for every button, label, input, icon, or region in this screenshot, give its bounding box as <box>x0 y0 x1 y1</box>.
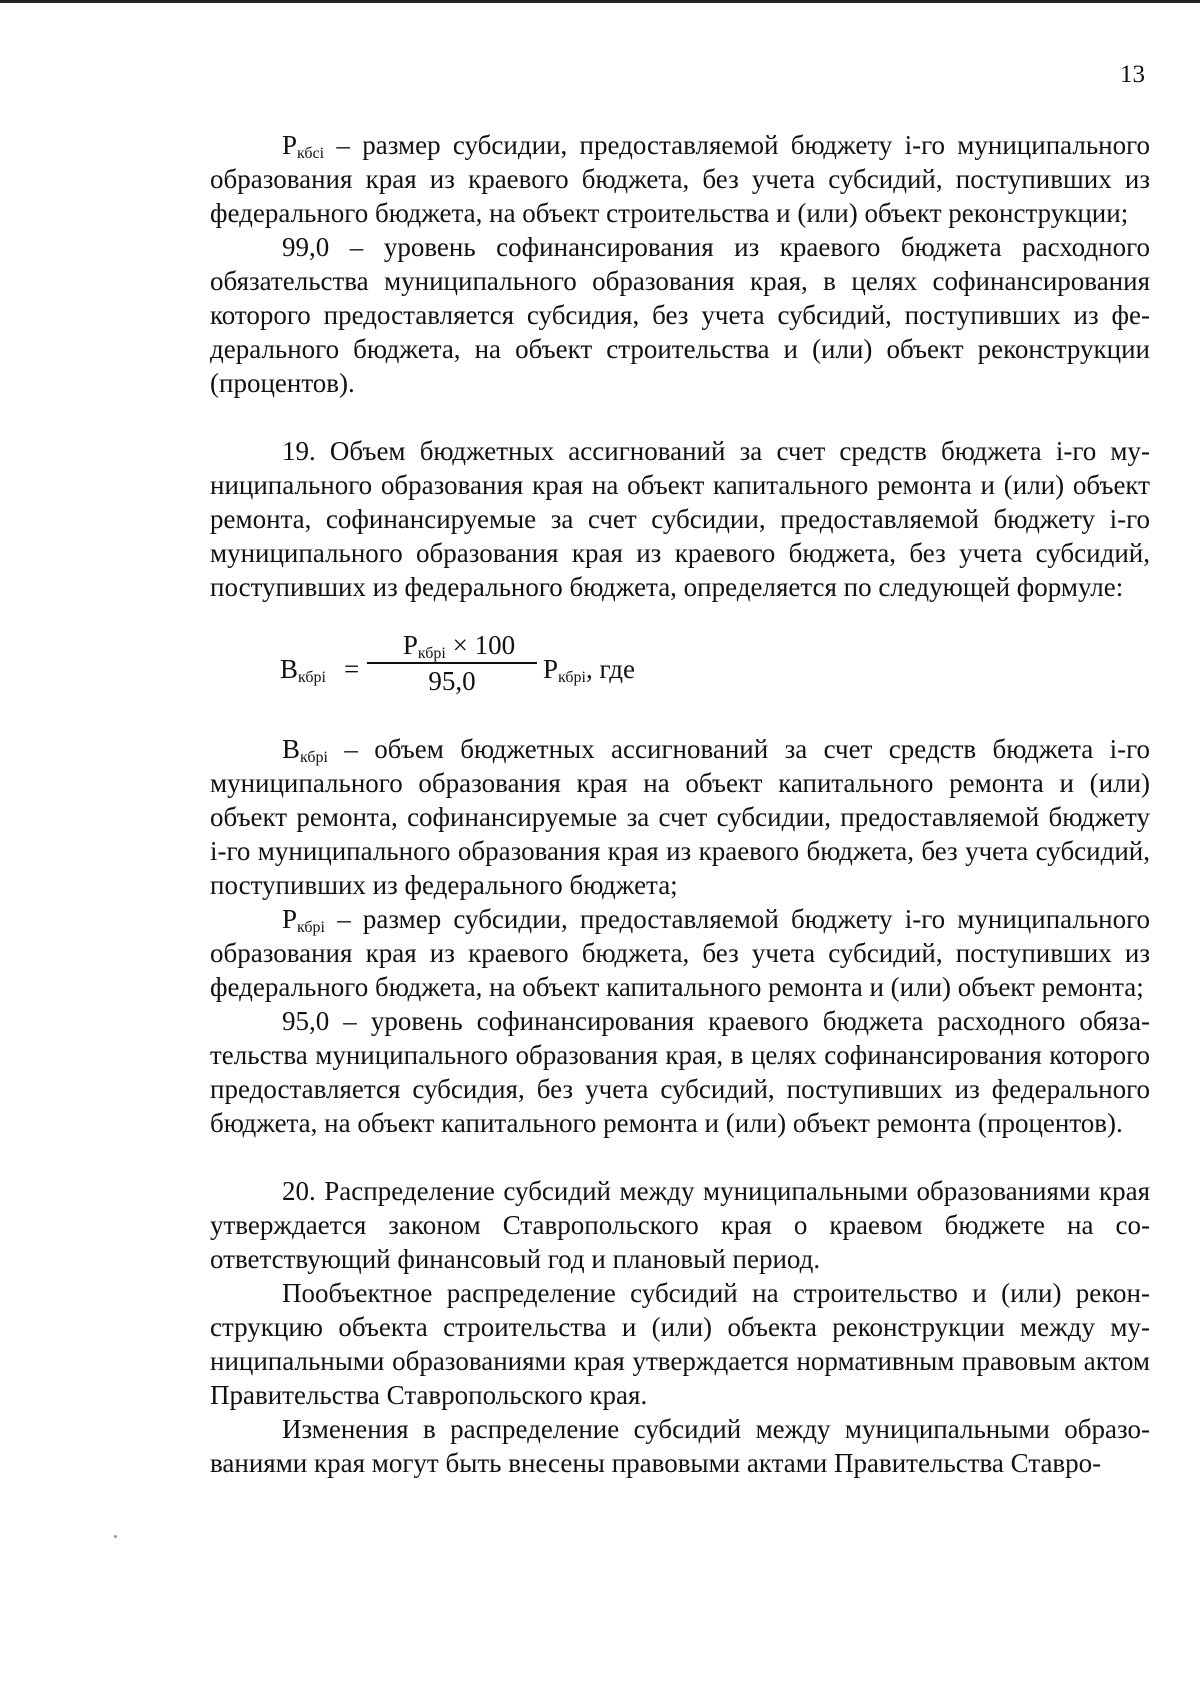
formula-rhs-subscript: кбрi <box>558 669 586 686</box>
paragraph-definition-vkbri <box>210 732 1150 902</box>
formula-numerator-rest: × 100 <box>445 630 516 660</box>
formula-lhs-subscript: кбрi <box>298 669 326 686</box>
paragraph-definition-rkbsi <box>210 128 1150 230</box>
symbol: Р <box>282 130 298 160</box>
formula <box>210 630 1150 716</box>
symbol-subscript: кбрi <box>297 919 325 936</box>
formula-numerator <box>367 630 537 660</box>
paragraph-definition-rkbri <box>210 902 1150 1004</box>
formula-lhs-symbol: В <box>280 654 299 684</box>
formula-equals: = <box>344 654 360 684</box>
definition-text: – размер субсидии, предоставляемой бюджету i-го муниципального образования края из краевого бюджета, без учета субсидий, поступивших из федерального бюджета, на объект капитального ремонта и (или) объект ремонта; <box>210 904 1150 1002</box>
document-body <box>210 128 1150 1480</box>
formula-fraction <box>367 630 537 698</box>
paragraph-clause-19: 19. Объем бюджетных ассигнований за счет средств бюджета i-го муниципального образования края на объект капитального ремонта и (или) объект ремонта, софинансируемые за счет субсидии, предоставляемой бюджету i-го муниципального образования края из краевого бюджета, без учета субсидий, поступивших из федерального бюджета, определяется по следующей формуле: <box>210 436 1150 602</box>
formula-numerator-subscript: кбрi <box>417 645 446 662</box>
symbol-subscript: кбрi <box>300 749 328 766</box>
symbol: Р <box>282 904 298 934</box>
paragraph-changes: Изменения в распределение субсидий между муниципальными образованиями края могут быть внесены правовыми актами Правительства Ставро- <box>210 1414 1150 1478</box>
top-border-line <box>0 0 1200 3</box>
formula-rhs <box>543 652 635 686</box>
formula-rhs-rest: , где <box>586 654 635 684</box>
formula-denominator: 95,0 <box>428 665 476 696</box>
symbol: В <box>282 734 301 764</box>
page-number: 13 <box>1120 61 1145 88</box>
symbol-subscript: кбсi <box>297 145 325 162</box>
definition-text: – объем бюджетных ассигнований за счет средств бюджета i-го муниципального образования края на объект капитального ремонта и (или) объект ремонта, софинансируемые за счет субсидии, предоставляемой бюджету i-го муниципального образования края из краевого бюджета, без учета субсидий, поступивших из федерального бюджета; <box>210 734 1150 900</box>
paragraph-definition-95: 95,0 – уровень софинансирования краевого бюджета расходного обязательства муниципального образования края, в целях софинансирования которого предоставляется субсидия, без учета субсидий, поступивших из федерального бюджета, на объект капитального ремонта и (или) объект ремонта (процентов). <box>210 1006 1150 1138</box>
paragraph-clause-20: 20. Распределение субсидий между муниципальными образованиями края утверждается законом Ставропольского края о краевом бюджете на соответствующий финансовый год и плановый период. <box>210 1176 1150 1274</box>
scan-artifact <box>114 1535 117 1538</box>
formula-numerator-symbol: Р <box>402 630 418 660</box>
paragraph-object-distribution: Пообъектное распределение субсидий на строительство и (или) реконструкцию объекта строительства и (или) объекта реконструкции между муниципальными образованиями края утверждается нормативным правовым актом Правительства Ставропольского края. <box>210 1278 1150 1410</box>
paragraph-definition-99: 99,0 – уровень софинансирования из краевого бюджета расходного обязательства муниципального образования края, в целях софинансирования которого предоставляется субсидия, без учета субсидий, поступивших из федерального бюджета, на объект строительства и (или) объект реконструкции (процентов). <box>210 232 1150 398</box>
formula-lhs <box>280 652 326 686</box>
definition-text: – размер субсидии, предоставляемой бюджету i-го муниципального образования края из краевого бюджета, без учета субсидий, поступивших из федерального бюджета, на объект строительства и (или) объект реконструкции; <box>210 130 1150 228</box>
formula-rhs-symbol: Р <box>543 654 559 684</box>
